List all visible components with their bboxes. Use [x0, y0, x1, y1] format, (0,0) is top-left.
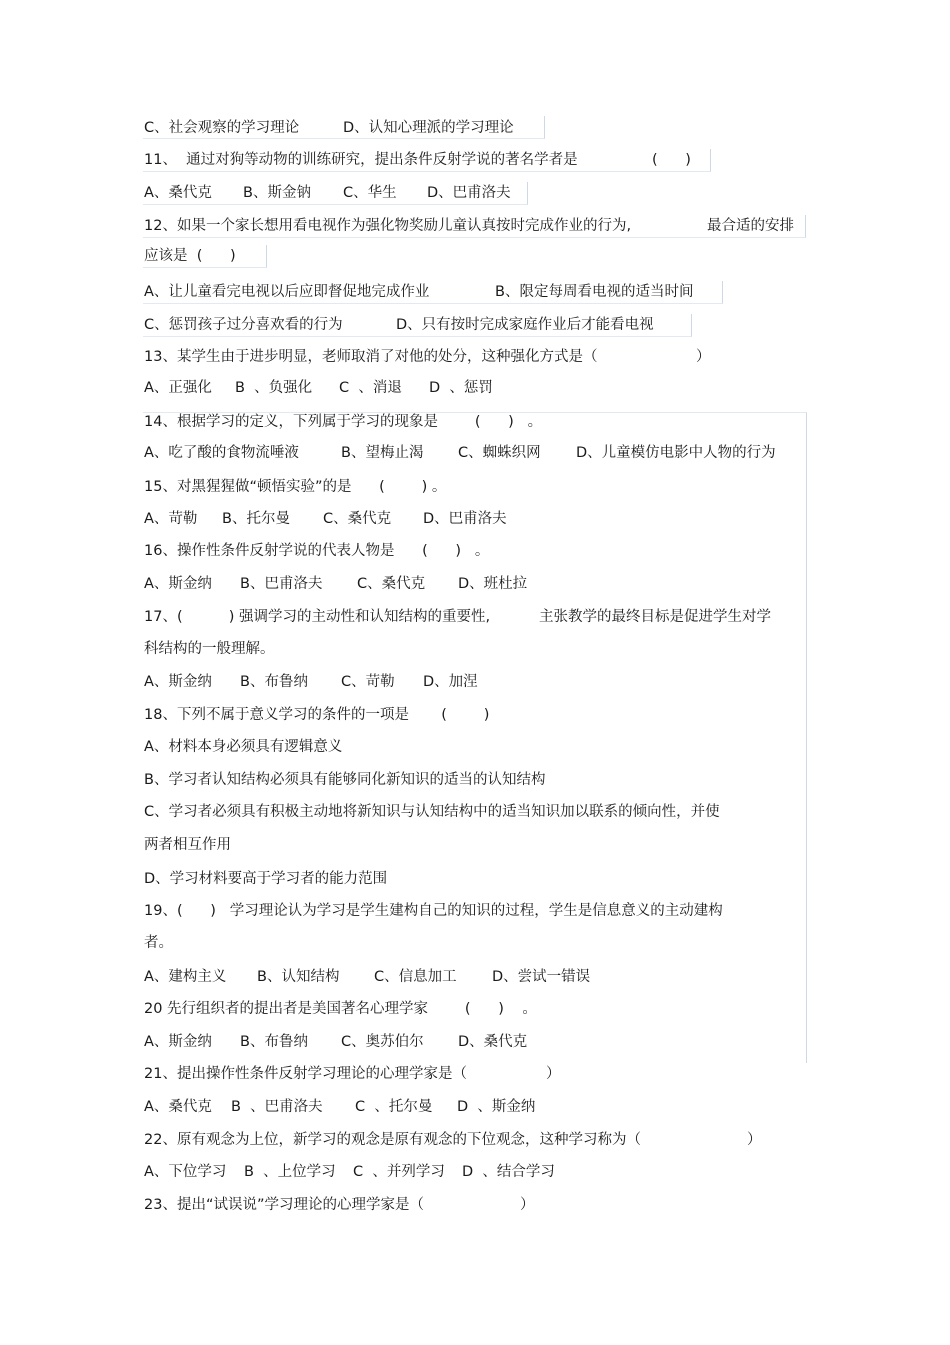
q13-stem	[144, 346, 711, 368]
q18-stem	[144, 704, 490, 726]
q21-stem	[144, 1063, 561, 1085]
q22-option-a: A、下位学习	[144, 1164, 227, 1180]
q11-option-b: B、斯金钠	[243, 185, 311, 201]
q22-option-b: B 、上位学习	[244, 1164, 336, 1180]
q18-option-c-line	[144, 801, 720, 823]
q17-stem-line2	[144, 638, 275, 660]
q13-option-b: B 、负强化	[235, 380, 313, 396]
q12-option-a: A、让儿童看完电视以后应即督促地完成作业	[144, 284, 430, 300]
q23-stem-text: 23、提出“试误说”学习理论的心理学家是（	[144, 1197, 424, 1213]
q14-stem	[144, 411, 543, 433]
q17-option-c: C、苛勒	[341, 674, 395, 690]
q12-stem-end: 最合适的安排	[707, 218, 794, 234]
q12-option-c: C、惩罚孩子过分喜欢看的行为	[144, 317, 343, 333]
q19-option-c: C、信息加工	[374, 969, 457, 985]
q20-options	[144, 1031, 528, 1053]
q19-stem-text: 19、( ) 学习理论认为学习是学生建构自己的知识的过程，学生是信息意义的主动建构	[144, 903, 723, 919]
q17-stem-text: 17、( ) 强调学习的主动性和认知结构的重要性,	[144, 609, 491, 625]
q18-option-c-line2	[144, 834, 231, 856]
q17-stem	[144, 606, 771, 628]
q16-stem-text: 16、操作性条件反射学说的代表人物是 ( ) 。	[144, 543, 490, 559]
q12-stem-line2	[144, 245, 236, 267]
q12-blank: 应该是 ( )	[144, 248, 236, 264]
q12-option-b: B、限定每周看电视的适当时间	[495, 284, 694, 300]
q16-option-d: D、班杜拉	[458, 576, 528, 592]
q15-option-d: D、巴甫洛夫	[423, 511, 507, 527]
q13-options	[144, 377, 493, 399]
q15-option-b: B、托尔曼	[222, 511, 290, 527]
q19-stem-line2	[144, 932, 173, 954]
q12-options-cd	[144, 314, 654, 336]
q17-stem-end: 主张教学的最终目标是促进学生对学	[539, 609, 771, 625]
q20-option-d: D、桑代克	[458, 1034, 528, 1050]
q14-option-c: C、蜘蛛织网	[458, 445, 541, 461]
q18-option-c-cont: 两者相互作用	[144, 837, 231, 853]
q15-option-c: C、桑代克	[323, 511, 392, 527]
q12-stem-text: 12、如果一个家长想用看电视作为强化物奖励儿童认真按时完成作业的行为,	[144, 218, 632, 234]
q14-option-d: D、儿童模仿电影中人物的行为	[576, 445, 776, 461]
q10-option-c: C、社会观察的学习理论	[144, 120, 300, 136]
q16-option-a: A、斯金纳	[144, 576, 212, 592]
q21-option-b: B 、巴甫洛夫	[231, 1099, 323, 1115]
q10-options	[144, 117, 514, 139]
q15-stem-text: 15、对黑猩猩做“顿悟实验”的是 ( ) 。	[144, 479, 447, 495]
q22-option-c: C 、并列学习	[353, 1164, 445, 1180]
q12-option-d: D、只有按时完成家庭作业后才能看电视	[396, 317, 654, 333]
q16-option-b: B、巴甫洛夫	[240, 576, 323, 592]
q19-stem-cont: 者。	[144, 935, 173, 951]
q11-stem	[144, 149, 691, 171]
q19-option-a: A、建构主义	[144, 969, 227, 985]
q17-option-b: B、布鲁纳	[240, 674, 308, 690]
q21-option-c: C 、托尔曼	[355, 1099, 433, 1115]
q11-blank: ( )	[652, 152, 691, 168]
q19-stem	[144, 900, 723, 922]
q20-option-b: B、布鲁纳	[240, 1034, 308, 1050]
q15-option-a: A、苛勒	[144, 511, 198, 527]
q14-option-a: A、吃了酸的食物流唾液	[144, 445, 299, 461]
q11-option-a: A、桑代克	[144, 185, 212, 201]
q11-options	[144, 182, 511, 204]
q18-option-d: D、学习材料要高于学习者的能力范围	[144, 871, 388, 887]
q20-option-a: A、斯金纳	[144, 1034, 212, 1050]
q22-option-d: D 、结合学习	[462, 1164, 555, 1180]
q11-option-c: C、华生	[343, 185, 397, 201]
q20-stem	[144, 998, 537, 1020]
q18-option-b: B、学习者认知结构必须具有能够同化新知识的适当的认知结构	[144, 772, 546, 788]
q12-stem	[144, 215, 794, 237]
q21-blank-end: ）	[546, 1066, 561, 1082]
q16-option-c: C、桑代克	[357, 576, 426, 592]
q23-blank-end: ）	[520, 1197, 535, 1213]
q17-option-a: A、斯金纳	[144, 674, 212, 690]
q18-option-a: A、材料本身必须具有逻辑意义	[144, 739, 343, 755]
q16-stem	[144, 540, 490, 562]
q15-options	[144, 508, 507, 530]
q22-blank-end: ）	[747, 1132, 762, 1148]
q21-option-d: D 、斯金纳	[457, 1099, 536, 1115]
q13-stem-text: 13、某学生由于进步明显，老师取消了对他的处分，这种强化方式是（	[144, 349, 598, 365]
q21-option-a: A、桑代克	[144, 1099, 212, 1115]
q14-stem-text: 14、根据学习的定义，下列属于学习的现象是 ( ) 。	[144, 414, 543, 430]
q22-options	[144, 1161, 555, 1183]
q21-options	[144, 1096, 536, 1118]
q21-stem-text: 21、提出操作性条件反射学习理论的心理学家是（	[144, 1066, 467, 1082]
q10-option-d: D、认知心理派的学习理论	[343, 120, 514, 136]
q18-option-d-line	[144, 868, 388, 890]
q13-blank-end: ）	[696, 349, 711, 365]
q11-option-d: D、巴甫洛夫	[427, 185, 511, 201]
q19-options	[144, 966, 591, 988]
q11-stem-text: 11、 通过对狗等动物的训练研究，提出条件反射学说的著名学者是	[144, 152, 578, 168]
q16-options	[144, 573, 528, 595]
q20-stem-text: 20 先行组织者的提出者是美国著名心理学家 ( ) 。	[144, 1001, 537, 1017]
q17-stem-cont: 科结构的一般理解。	[144, 641, 275, 657]
q19-option-d: D、尝试一错误	[492, 969, 591, 985]
q22-stem	[144, 1129, 762, 1151]
q14-option-b: B、望梅止渴	[341, 445, 424, 461]
q17-options	[144, 671, 478, 693]
q18-option-c: C、学习者必须具有积极主动地将新知识与认知结构中的适当知识加以联系的倾向性，并使	[144, 804, 720, 820]
q22-stem-text: 22、原有观念为上位，新学习的观念是原有观念的下位观念，这种学习称为（	[144, 1132, 641, 1148]
q14-options	[144, 442, 776, 464]
q15-stem	[144, 476, 447, 498]
q13-option-c: C 、消退	[339, 380, 402, 396]
q12-options-ab	[144, 281, 694, 303]
q18-option-a-line	[144, 736, 343, 758]
q17-option-d: D、加涅	[423, 674, 478, 690]
q13-option-d: D 、惩罚	[429, 380, 493, 396]
q18-stem-text: 18、下列不属于意义学习的条件的一项是 ( )	[144, 707, 490, 723]
q13-option-a: A、正强化	[144, 380, 212, 396]
q20-option-c: C、奥苏伯尔	[341, 1034, 424, 1050]
q23-stem	[144, 1194, 535, 1216]
q18-option-b-line	[144, 769, 546, 791]
q19-option-b: B、认知结构	[257, 969, 340, 985]
